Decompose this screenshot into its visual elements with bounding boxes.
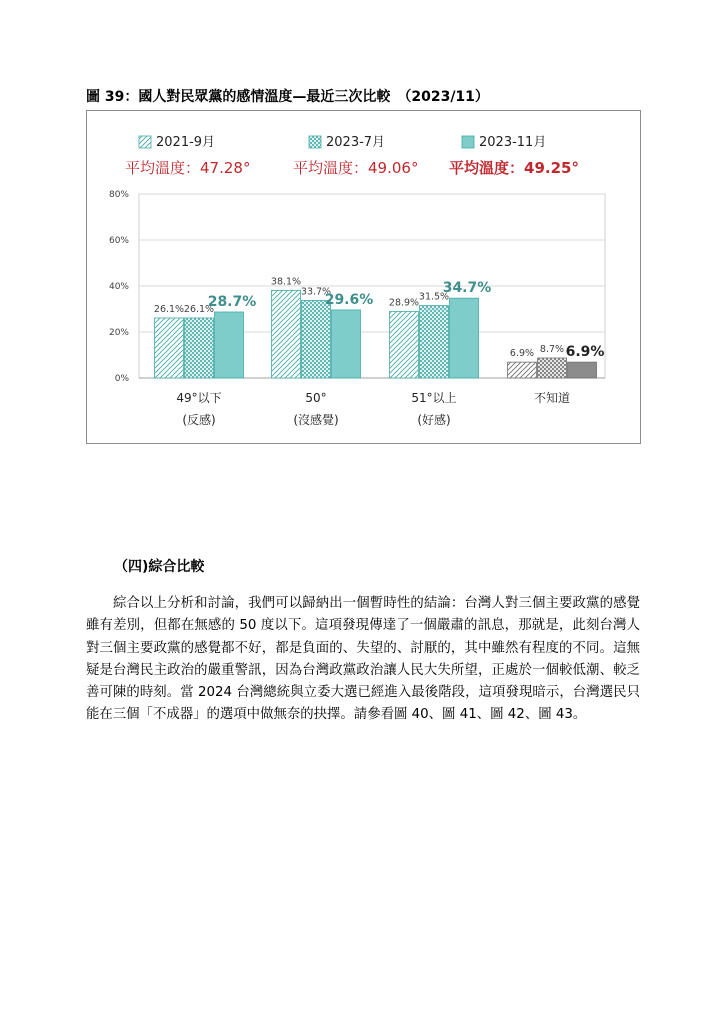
bar xyxy=(155,318,184,378)
bar xyxy=(450,298,479,378)
data-label: 34.7% xyxy=(442,280,492,297)
y-tick-label: 60% xyxy=(108,236,129,246)
chart-container xyxy=(86,110,641,444)
bar xyxy=(302,300,331,378)
x-tick-label: 不知道 xyxy=(533,391,571,405)
legend-label: 2023-7月 xyxy=(326,135,386,150)
x-tick-label: 50° xyxy=(305,391,327,405)
data-label: 6.9% xyxy=(509,348,535,360)
body-paragraph: 綜合以上分析和討論，我們可以歸納出一個暫時性的結論：台灣人對三個主要政黨的感覺雖有差別，但都在無感的 50 度以下。這項發現傳達了一個嚴肅的訊息，那就是，此刻台灣人對三個主要政黨的感覺都不好，都是負面的、失望的、討厭的，其中雖然有程度的不同。這無疑是台灣民主政治的嚴重警訊，因為台灣政黨政治讓人民大失所望，正處於一個較低潮、較乏善可陳的時刻。當 2024 台灣總統與立委大選已經進入最後階段，這項發現暗示，台灣選民只能在三個「不成器」的選項中做無奈的抉擇。請參看圖 40、圖 41、圖 42、圖 43。 xyxy=(86,596,640,723)
y-tick-label: 0% xyxy=(114,374,129,384)
x-tick-sublabel: (反感) xyxy=(182,413,216,427)
average-temperature-label: 平均溫度：49.06° xyxy=(293,159,419,177)
legend-swatch xyxy=(309,136,321,148)
bar xyxy=(508,362,537,378)
legend-swatch xyxy=(462,136,474,148)
y-tick-label: 80% xyxy=(108,190,129,200)
data-label: 33.7% xyxy=(300,286,332,298)
legend-swatch xyxy=(139,136,151,148)
figure-title: 圖 39：國人對民眾黨的感情溫度—最近三次比較 （2023/11） xyxy=(86,89,489,105)
data-label: 26.1% xyxy=(183,303,215,315)
x-tick-sublabel: (好感) xyxy=(417,413,451,427)
data-label: 38.1% xyxy=(270,276,302,288)
bar xyxy=(272,290,301,378)
bar xyxy=(420,306,449,378)
x-tick-sublabel: (沒感覺) xyxy=(293,413,339,427)
legend-label: 2023-11月 xyxy=(479,135,547,150)
bar xyxy=(568,362,597,378)
y-tick-label: 20% xyxy=(108,328,129,338)
bar xyxy=(332,310,361,378)
legend-label: 2021-9月 xyxy=(156,135,216,150)
x-tick-label: 51°以上 xyxy=(411,391,457,405)
data-label: 29.6% xyxy=(324,291,374,308)
bar xyxy=(390,312,419,378)
section-title: （四)綜合比較 xyxy=(114,559,205,575)
data-label: 28.7% xyxy=(207,293,257,310)
data-label: 26.1% xyxy=(153,303,185,315)
data-label: 28.9% xyxy=(388,297,420,309)
average-temperature-label: 平均溫度：47.28° xyxy=(125,159,251,177)
x-tick-label: 49°以下 xyxy=(176,391,222,405)
bar-chart xyxy=(87,111,642,445)
y-tick-label: 40% xyxy=(108,282,129,292)
data-label: 6.9% xyxy=(565,344,605,361)
bar xyxy=(185,318,214,378)
data-label: 8.7% xyxy=(539,343,565,355)
data-label: 31.5% xyxy=(418,291,450,303)
average-temperature-label: 平均溫度：49.25° xyxy=(449,159,579,177)
bar xyxy=(215,312,244,378)
bar xyxy=(538,358,567,378)
